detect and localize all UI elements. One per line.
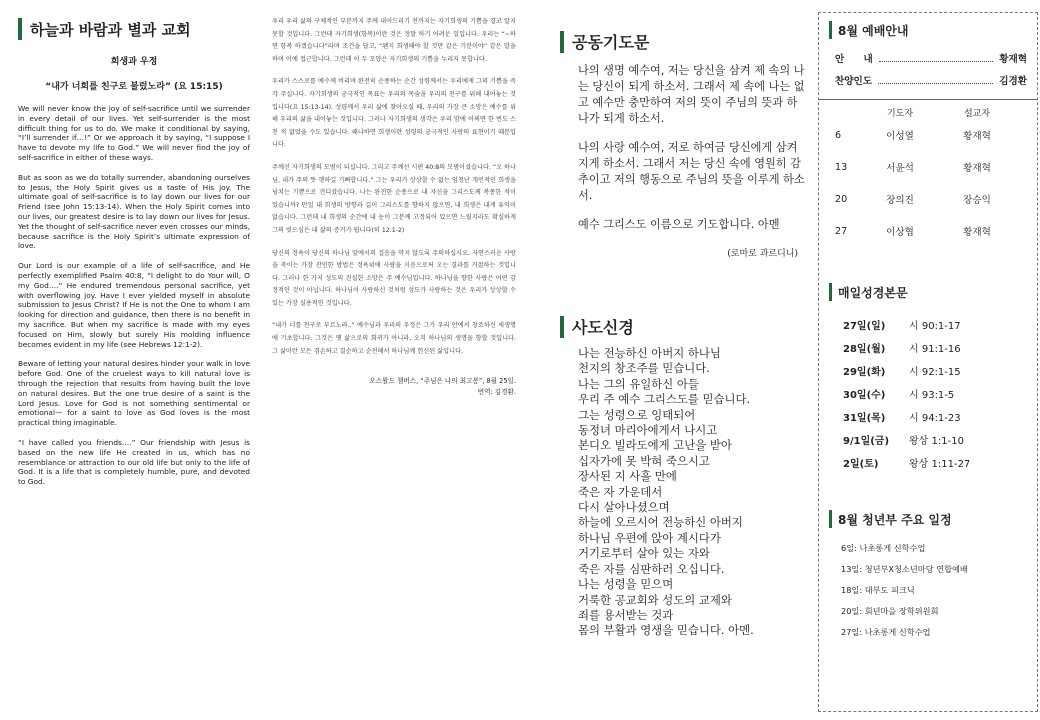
schedule-date: 6	[835, 129, 842, 141]
prayer-title	[560, 30, 806, 53]
schedule-date: 20	[835, 193, 848, 205]
creed-line: 동정녀 마리아에게서 나시고	[578, 423, 718, 438]
reading-title-text: 매일성경본문	[838, 285, 908, 300]
schedule-prayer: 이상협	[886, 227, 914, 238]
title-bar	[18, 18, 22, 40]
youth-item: 13일: 청년부X청소년마당 연합예배	[841, 564, 968, 574]
leader-dots	[879, 55, 993, 62]
reading-title	[829, 283, 1037, 301]
creed-line: 하나님 우편에 앉아 계시다가	[578, 530, 721, 545]
reading-text: 왕상 1:1-10	[909, 436, 964, 447]
youth-section	[819, 474, 1037, 538]
creed-line: 죽은 자를 심판하러 오십니다.	[578, 561, 725, 576]
schedule-rows	[819, 119, 1037, 247]
schedule-prayer: 이성열	[886, 131, 914, 142]
reading-row	[819, 313, 1037, 336]
role-label: 안 내	[835, 54, 873, 65]
schedule-prayer: 서윤석	[886, 163, 914, 174]
column-title	[18, 18, 250, 40]
worship-title-text: 8월 예배안내	[838, 23, 909, 38]
korean-paragraph: 우리가 스스로를 예수께 버리며 완전히 순종하는 순간 성령께서는 우리에게 그의 기쁨을 즉각 주십니다. 자기희생의 궁극적인 목표는 우리의 목숨을 우리의 친구를 위해 내어놓는 것입니다(요 15:13-14). 성령께서 우리 삶에 찾아오실 때, 우리의 가장 큰 소망은 예수를 위해 우리의 삶을 내어놓는 것입니다. 그러나 자기희생의 생각은 우리 맘에 어쩌면 한 번도 스친 적 없었을 수도 있습니다. 왜냐하면 희생이란 성령의 궁극적인 사랑의 표현이기 때문입니다.	[272, 78, 516, 149]
creed-line: 나는 전능하신 아버지 하나님	[578, 346, 721, 360]
english-paragraph: Our Lord is our example of a life of self-sacrifice, and He perfectly exemplified Psalm 40:8, “I delight to do Your will, O my God….” He endured tremendous personal sacrifice, yet with overflowing joy. Have I ever yielded myself in absolute submission to Jesus Christ? If He is not the One to whom I am looking for direction and guidance, then there is no benefit in my sacrifice. But when my sacrifice is made with my eyes focused on Him, slowly but surely His molding influence becomes evident in my life (see Hebrews 12:1-2).	[18, 261, 250, 349]
creed-line: 본디오 빌라도에게 고난을 받아	[578, 438, 732, 453]
signature-translator: 번역: 김경환.	[477, 388, 516, 397]
info-sidebar	[818, 12, 1038, 712]
role-name: 김경환	[999, 76, 1027, 87]
prayer-paragraph: 예수 그리스도 이름으로 기도합니다. 아멘	[578, 218, 780, 231]
reading-date: 28일(월)	[843, 344, 886, 355]
reading-text: 시 92:1-15	[909, 367, 961, 378]
youth-item: 18일: 대부도 피크닉	[841, 585, 915, 595]
reading-date: 30일(수)	[843, 390, 886, 401]
reading-date: 31일(목)	[843, 413, 886, 424]
schedule-row	[819, 183, 1037, 215]
youth-title-text: 8월 청년부 주요 일정	[838, 512, 952, 527]
creed-line: 죄를 용서받는 것과	[578, 607, 674, 622]
prayer-paragraph: 나의 사랑 예수여, 저로 하여금 당신에게 삼켜지게 하소서. 그래서 저는 당신 속에 영원히 감추이고 저의 행동으로 주님의 뜻을 이루게 하소서.	[578, 141, 805, 202]
reading-row	[819, 428, 1037, 451]
youth-list	[819, 538, 1037, 643]
worship-title	[829, 21, 1037, 39]
korean-devotional-column	[272, 16, 516, 398]
creed-line: 나는 그의 유일하신 아들	[578, 376, 699, 391]
creed-line: 우리 주 예수 그리스도를 믿습니다.	[578, 392, 751, 407]
prayer-title-text: 공동기도문	[572, 33, 650, 52]
youth-title	[829, 510, 1037, 528]
english-paragraph: But as soon as we do totally surrender, abandoning ourselves to Jesus, the Holy Spirit gives us a taste of His joy. The ultimate goal of self-sacrifice is to lay down our lives for our Friend (see John 15:13-14). When the Holy Spirit comes into our lives, our greatest desire is to lay down our lives for Jesus. Yet the thought of self-sacrifice never even crosses our minds, because sacrifice is the Holy Spirit’s ultimate expression of love.	[18, 172, 250, 251]
reading-date: 27일(일)	[843, 321, 886, 332]
title-bar	[829, 510, 832, 528]
creed-line: 거기로부터 살아 있는 자와	[578, 546, 710, 561]
schedule-preacher: 장승익	[963, 195, 991, 206]
role-label: 찬양인도	[835, 76, 873, 87]
schedule-head-prayer: 기도자	[886, 109, 914, 119]
reading-row	[819, 382, 1037, 405]
korean-paragraph: 당신의 정욕이 당신의 하나님 앞에서의 걸음을 막지 않도록 주의하십시오. 자연스러운 사랑을 죽이는 가장 잔인한 방법은 정욕위에 사랑을 지음으로써 오는 결과를 거절하는 것입니다. 그러나 한 가지 성도의 진실한 소망은 주 예수님입니다. 하나님을 향한 사랑은 어떤 감정적인 것이 아닙니다. 하나님이 사랑하신 것처럼 성도가 사랑하는 것은 우리가 상상할 수 있는 가장 실용적인 것입니다.	[272, 249, 516, 307]
reading-row	[819, 451, 1037, 474]
creed-lines	[578, 346, 806, 639]
english-devotional-column	[18, 18, 250, 497]
schedule-prayer: 장의진	[886, 195, 914, 206]
worship-section	[819, 13, 1037, 39]
youth-item: 6일: 나초롱게 신학수업	[841, 543, 926, 553]
signature-author: 오스왈드 챔버스, “주님은 나의 최고봉”, 8월 25일.	[369, 377, 516, 386]
creed-line: 나는 성령을 믿으며	[578, 577, 674, 592]
role-name: 황재혁	[999, 54, 1027, 65]
schedule-head-preacher: 설교자	[963, 109, 991, 119]
reading-date: 9/1일(금)	[843, 436, 890, 447]
creed-line: 그는 성령으로 잉태되어	[578, 407, 696, 422]
creed-line: 장사된 지 사흘 만에	[578, 469, 677, 484]
reading-section	[819, 247, 1037, 313]
creed-line: 몸의 부활과 영생을 믿습니다. 아멘.	[578, 623, 754, 638]
schedule-preacher: 황재혁	[963, 227, 991, 238]
youth-item: 27일: 나초롱게 신학수업	[841, 627, 931, 637]
schedule-date: 27	[835, 225, 848, 237]
schedule-preacher: 황재혁	[963, 131, 991, 142]
korean-paragraph: 우리 우리 삶의 구체적인 부분까지 주께 내어드리기 전까지는 자기희생의 기쁨을 결코 알지 못할 것입니다. 그런데 자기희생(항복)이란 것은 정말 하기 어려운 일입니다. 우리는 “~하면 항복 하겠습니다”라며 조건을 답고, “왠지 희생해야 할 것만 같은 기분이야” 같은 말을 하며 이에 접근합니다. 그런데 이 두 모양은 자기희생의 기쁨을 누리지 못합니다.	[272, 18, 516, 63]
role-row	[835, 69, 1027, 91]
reading-text: 시 91:1-16	[909, 344, 961, 355]
creed-line: 거룩한 공교회와 성도의 교제와	[578, 592, 732, 607]
korean-paragraph: 주께선 자기희생의 모범이 되십니다. 그리고 주께선 시편 40:8의 모범이셨습니다. “오 하나님, 내가 주의 뜻 행하길 기뻐합니다.” 그는 우리가 상상할 수 없는 엄청난 개인적인 희생을 넘치는 기쁨으로 견디셨습니다. 나는 완전한 순종으로 내 자신을 그리스도께 복종한 적이 있습니까? 만일 내 희생의 방향과 길이 그리스도를 향하지 않으면, 내 희생은 내게 유익이 없습니다. 그런데 내 희생의 순간에 내 눈이 그분께 고정되어 있으면 느릴지라도 확실하게 그의 빚으심은 내 삶의 증거가 됩니다(히 12:1-2)	[272, 163, 516, 234]
reading-row	[819, 336, 1037, 359]
reading-date: 29일(화)	[843, 367, 886, 378]
creed-line: 죽은 자 가운데서	[578, 484, 663, 499]
title-bar	[560, 31, 564, 53]
korean-paragraph: “내가 너를 친구로 부르노라..” 예수님과 우리의 우정은 그가 우리 안에서 창조하신 새생명에 기초합니다. 그것은 옛 삶으로의 회귀가 아니라, 오직 하나님의 생명을 향할 것입니다. 그 삶이란 모든 겸손하고 결순하고 순전해서 하나님께 헌신된 삶입니다.	[272, 322, 516, 355]
title-bar	[560, 316, 564, 338]
roles-list	[819, 47, 1037, 91]
column-title-text: 하늘과 바람과 별과 교회	[30, 20, 191, 39]
schedule-header	[819, 99, 1037, 119]
role-row	[835, 47, 1027, 69]
reading-text: 시 90:1-17	[909, 321, 961, 332]
creed-line: 다시 살아나셨으며	[578, 500, 670, 515]
leader-dots	[878, 77, 993, 84]
schedule-preacher: 황재혁	[963, 163, 991, 174]
schedule-row	[819, 119, 1037, 151]
title-bar	[829, 21, 832, 39]
prayer-source: (로마로 과르디니)	[727, 249, 798, 259]
prayer-paragraph: 나의 생명 예수여, 저는 당신을 삼켜 제 속의 나는 당신이 되게 하소서. 그래서 제 속에 나는 없고 예수만 충만하여 저의 뜻이 주님의 뜻과 하나가 되게 하소서.	[578, 64, 805, 125]
reading-text: 왕상 1:11-27	[909, 459, 971, 470]
youth-item: 20일: 회년마을 장학위원회	[841, 606, 939, 616]
schedule-date: 13	[835, 161, 848, 173]
reading-text: 시 94:1-23	[909, 413, 961, 424]
devotional-quote: “내가 너희를 친구로 불렀노라” (요 15:15)	[45, 82, 223, 92]
creed-section	[560, 315, 806, 639]
english-paragraph: Beware of letting your natural desires hinder your walk in love before God. One of the cruelest ways to kill natural love is through the rejection that results from having built the love on natural desires. But the one true desire of a saint is the Lord Jesus. Love for God is not something sentimental or emotional— for a saint to love as God loves is the most practical thing imaginable.	[18, 359, 250, 428]
schedule-row	[819, 151, 1037, 183]
devotional-subtitle: 희생과 우정	[110, 57, 158, 67]
reading-text: 시 93:1-5	[909, 390, 955, 401]
creed-line: 십자가에 못 박혀 죽으시고	[578, 453, 710, 468]
creed-title-text: 사도신경	[572, 318, 634, 337]
schedule-head-no	[819, 106, 863, 119]
schedule-row	[819, 215, 1037, 247]
creed-line: 천지의 창조주를 믿습니다.	[578, 361, 710, 376]
english-paragraph: We will never know the joy of self-sacrifice until we surrender in every detail of our lives. Yet self-surrender is the most difficult thing for us to do. We make it conditional by saying, “I’ll surrender if…!” Or we approach it by saying, “I suppose I have to devote my life to God.” We will never find the joy of self-sacrifice in either of these ways.	[18, 104, 250, 162]
prayer-creed-column	[560, 30, 806, 639]
english-paragraph: “I have called you friends….” Our friendship with Jesus is based on the new life He created in us, which has no resemblance or attraction to our old life but only to the life of God. It is a life that is completely humble, pure, and devoted to God.	[18, 437, 250, 487]
reading-list	[819, 313, 1037, 474]
reading-row	[819, 405, 1037, 428]
reading-date: 2일(토)	[843, 459, 879, 470]
creed-title	[560, 315, 806, 338]
title-bar	[829, 283, 832, 301]
reading-row	[819, 359, 1037, 382]
creed-line: 하늘에 오르시어 전능하신 아버지	[578, 515, 743, 530]
